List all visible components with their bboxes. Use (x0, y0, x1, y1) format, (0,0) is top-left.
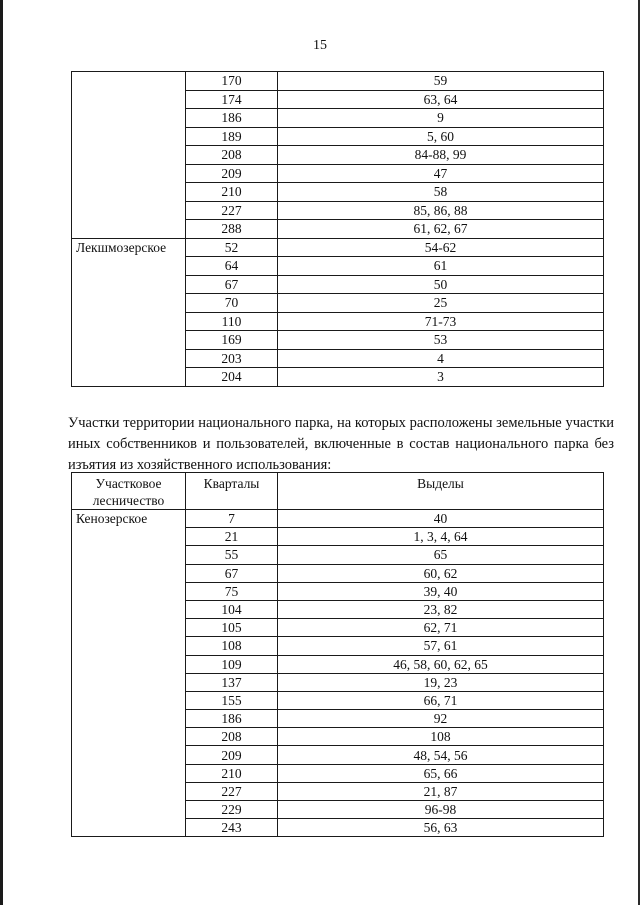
plots-cell: 23, 82 (278, 600, 604, 618)
plots-cell: 1, 3, 4, 64 (278, 528, 604, 546)
plots-cell: 4 (278, 349, 604, 368)
quarter-cell: 67 (186, 275, 278, 294)
plots-cell: 46, 58, 60, 62, 65 (278, 655, 604, 673)
quarter-cell: 209 (186, 746, 278, 764)
table-lower-body (72, 510, 604, 837)
plots-cell: 96-98 (278, 801, 604, 819)
plots-cell: 63, 64 (278, 90, 604, 109)
quarter-cell: 208 (186, 728, 278, 746)
plots-cell: 62, 71 (278, 619, 604, 637)
plots-cell: 48, 54, 56 (278, 746, 604, 764)
quarter-cell: 104 (186, 600, 278, 618)
plots-cell: 71-73 (278, 312, 604, 331)
quarter-cell: 108 (186, 637, 278, 655)
page-edge-left (0, 0, 3, 905)
quarter-cell: 110 (186, 312, 278, 331)
plots-cell: 40 (278, 510, 604, 528)
quarter-cell: 288 (186, 220, 278, 239)
plots-cell: 60, 62 (278, 564, 604, 582)
quarter-cell: 7 (186, 510, 278, 528)
quarter-cell: 210 (186, 764, 278, 782)
quarter-cell: 204 (186, 368, 278, 387)
quarter-cell: 55 (186, 546, 278, 564)
header-quarters: Кварталы (186, 473, 278, 510)
plots-cell: 53 (278, 331, 604, 350)
quarter-cell: 208 (186, 146, 278, 165)
quarter-cell: 70 (186, 294, 278, 313)
quarter-cell: 169 (186, 331, 278, 350)
quarter-cell: 137 (186, 673, 278, 691)
plots-cell: 9 (278, 109, 604, 128)
quarter-cell: 67 (186, 564, 278, 582)
table-row (72, 238, 604, 257)
table-upper-body (72, 72, 604, 387)
table-header-row (72, 473, 604, 510)
quarter-cell: 105 (186, 619, 278, 637)
quarter-cell: 186 (186, 109, 278, 128)
plots-cell: 57, 61 (278, 637, 604, 655)
plots-cell: 54-62 (278, 238, 604, 257)
plots-cell: 50 (278, 275, 604, 294)
forestry-cell (72, 72, 186, 239)
quarter-cell: 52 (186, 238, 278, 257)
table-row (72, 510, 604, 528)
header-plots: Выделы (278, 473, 604, 510)
plots-cell: 65, 66 (278, 764, 604, 782)
forestry-cell: Лекшмозерское (72, 238, 186, 386)
plots-cell: 66, 71 (278, 691, 604, 709)
quarter-cell: 229 (186, 801, 278, 819)
plots-cell: 3 (278, 368, 604, 387)
plots-cell: 61, 62, 67 (278, 220, 604, 239)
plots-cell: 85, 86, 88 (278, 201, 604, 220)
plots-cell: 59 (278, 72, 604, 91)
plots-cell: 19, 23 (278, 673, 604, 691)
quarter-cell: 109 (186, 655, 278, 673)
plots-cell: 5, 60 (278, 127, 604, 146)
table-lower (71, 472, 604, 837)
plots-cell: 108 (278, 728, 604, 746)
forestry-cell: Кенозерское (72, 510, 186, 837)
quarter-cell: 210 (186, 183, 278, 202)
plots-cell: 65 (278, 546, 604, 564)
quarter-cell: 64 (186, 257, 278, 276)
table-row (72, 72, 604, 91)
plots-cell: 58 (278, 183, 604, 202)
plots-cell: 25 (278, 294, 604, 313)
quarter-cell: 21 (186, 528, 278, 546)
plots-cell: 39, 40 (278, 582, 604, 600)
header-forestry: Участковое лесничество (72, 473, 186, 510)
plots-cell: 21, 87 (278, 782, 604, 800)
quarter-cell: 189 (186, 127, 278, 146)
page-number: 15 (313, 38, 327, 53)
quarter-cell: 203 (186, 349, 278, 368)
plots-cell: 92 (278, 710, 604, 728)
quarter-cell: 227 (186, 782, 278, 800)
plots-cell: 47 (278, 164, 604, 183)
section-paragraph: Участки территории национального парка, на которых расположены земельные участки иных собственников и пользователей, включенные в состав национального парка без изъятия из хозяйственного использования: (68, 414, 614, 473)
quarter-cell: 174 (186, 90, 278, 109)
plots-cell: 56, 63 (278, 819, 604, 837)
quarter-cell: 227 (186, 201, 278, 220)
quarter-cell: 186 (186, 710, 278, 728)
plots-cell: 84-88, 99 (278, 146, 604, 165)
quarter-cell: 209 (186, 164, 278, 183)
quarter-cell: 170 (186, 72, 278, 91)
table-upper (71, 71, 604, 387)
plots-cell: 61 (278, 257, 604, 276)
quarter-cell: 155 (186, 691, 278, 709)
quarter-cell: 243 (186, 819, 278, 837)
quarter-cell: 75 (186, 582, 278, 600)
